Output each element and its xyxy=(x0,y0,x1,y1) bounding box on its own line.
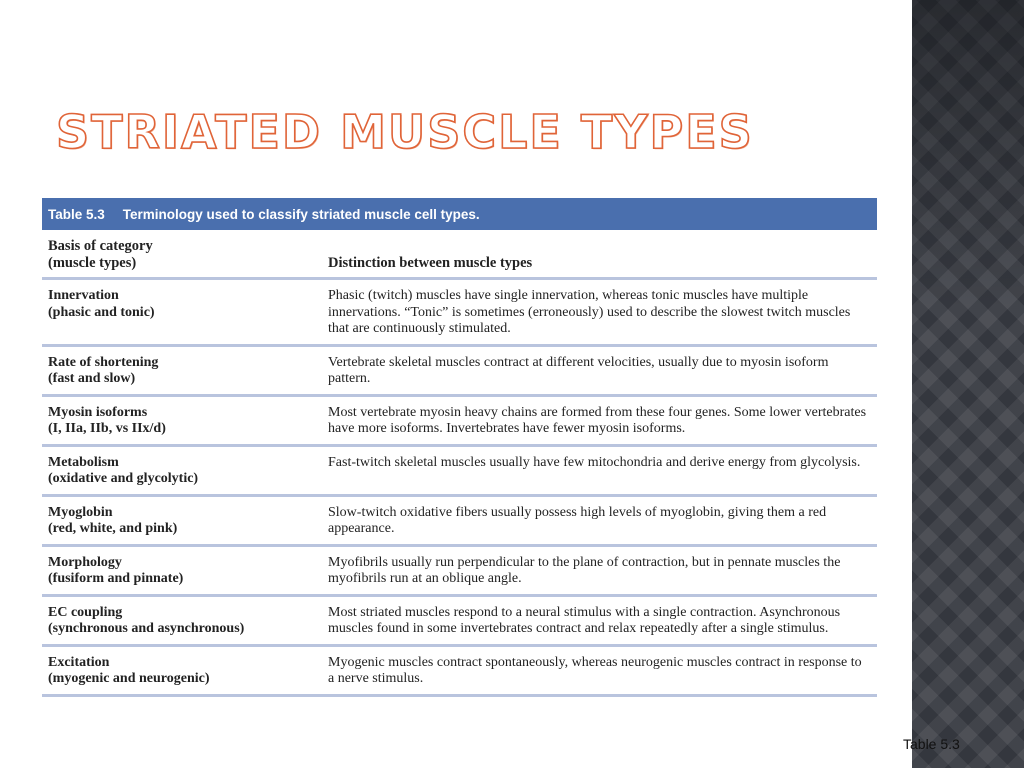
basis-cell xyxy=(42,279,322,346)
distinction-cell: Myogenic muscles contract spontaneously, whereas neurogenic muscles contract in response to a nerve stimulus. xyxy=(328,654,862,686)
table-figure xyxy=(42,198,877,697)
basis-cell xyxy=(42,395,322,445)
basis-name: Myosin isoforms xyxy=(48,404,148,420)
distinction-cell: Most striated muscles respond to a neural stimulus with a single contraction. Asynchronous muscles found in some invertebrates contract and relax repeatedly after a single stimulus. xyxy=(328,604,841,636)
basis-types: (fusiform and pinnate) xyxy=(48,571,184,586)
column-header-basis-line2: (muscle types) xyxy=(48,254,137,271)
distinction-cell: Most vertebrate myosin heavy chains are formed from these four genes. Some lower vertebrates have more isoforms. Invertebrates have fewer myosin isoforms. xyxy=(328,404,867,436)
basis-name: Metabolism xyxy=(48,454,119,470)
slide-title: STRIATED MUSCLE TYPES xyxy=(56,105,754,159)
table-row xyxy=(42,395,877,445)
distinction-cell: Fast-twitch skeletal muscles usually have few mitochondria and derive energy from glycolysis. xyxy=(328,454,861,470)
distinction-cell: Vertebrate skeletal muscles contract at different velocities, usually due to myosin isoform pattern. xyxy=(328,354,829,386)
basis-types: (fast and slow) xyxy=(48,371,136,386)
column-header-distinction: Distinction between muscle types xyxy=(328,254,533,271)
distinction-cell: Phasic (twitch) muscles have single innervation, whereas tonic muscles have multiple innervations. “Tonic” is sometimes (erroneously) used to describe the slowest twitch muscles that are continuously stimulated. xyxy=(328,288,851,336)
table-row xyxy=(42,495,877,545)
table-row xyxy=(42,645,877,695)
basis-types: (synchronous and asynchronous) xyxy=(48,621,245,636)
table-number: Table 5.3 xyxy=(48,206,105,222)
basis-types: (oxidative and glycolytic) xyxy=(48,471,199,486)
basis-cell xyxy=(42,445,322,495)
basis-name: Morphology xyxy=(48,554,122,570)
basis-cell xyxy=(42,345,322,395)
table-row xyxy=(42,595,877,645)
basis-cell xyxy=(42,595,322,645)
basis-name: Innervation xyxy=(48,288,119,303)
side-decorative-panel xyxy=(912,0,1024,768)
table-row xyxy=(42,545,877,595)
basis-name: EC coupling xyxy=(48,604,123,620)
slide-caption: Table 5.3 xyxy=(903,736,960,752)
column-header-basis xyxy=(42,230,322,279)
table-row xyxy=(42,345,877,395)
basis-types: (myogenic and neurogenic) xyxy=(48,671,210,686)
basis-name: Myoglobin xyxy=(48,504,113,520)
table-header-row xyxy=(42,230,877,279)
column-header-basis-line1: Basis of category xyxy=(48,238,153,254)
basis-name: Rate of shortening xyxy=(48,354,159,370)
basis-cell xyxy=(42,495,322,545)
basis-types: (phasic and tonic) xyxy=(48,304,155,320)
distinction-cell: Myofibrils usually run perpendicular to the plane of contraction, but in pennate muscles the myofibrils run at an oblique angle. xyxy=(328,554,841,586)
table-row xyxy=(42,445,877,495)
basis-cell xyxy=(42,645,322,695)
table-title: Terminology used to classify striated muscle cell types. xyxy=(122,206,480,222)
muscle-types-table xyxy=(42,230,877,697)
table-row xyxy=(42,279,877,346)
basis-cell xyxy=(42,545,322,595)
basis-types: (I, IIa, IIb, vs IIx/d) xyxy=(48,421,166,436)
distinction-cell: Slow-twitch oxidative fibers usually possess high levels of myoglobin, giving them a red appearance. xyxy=(328,504,827,536)
table-header-bar xyxy=(42,198,877,230)
basis-types: (red, white, and pink) xyxy=(48,521,178,536)
basis-name: Excitation xyxy=(48,654,110,670)
